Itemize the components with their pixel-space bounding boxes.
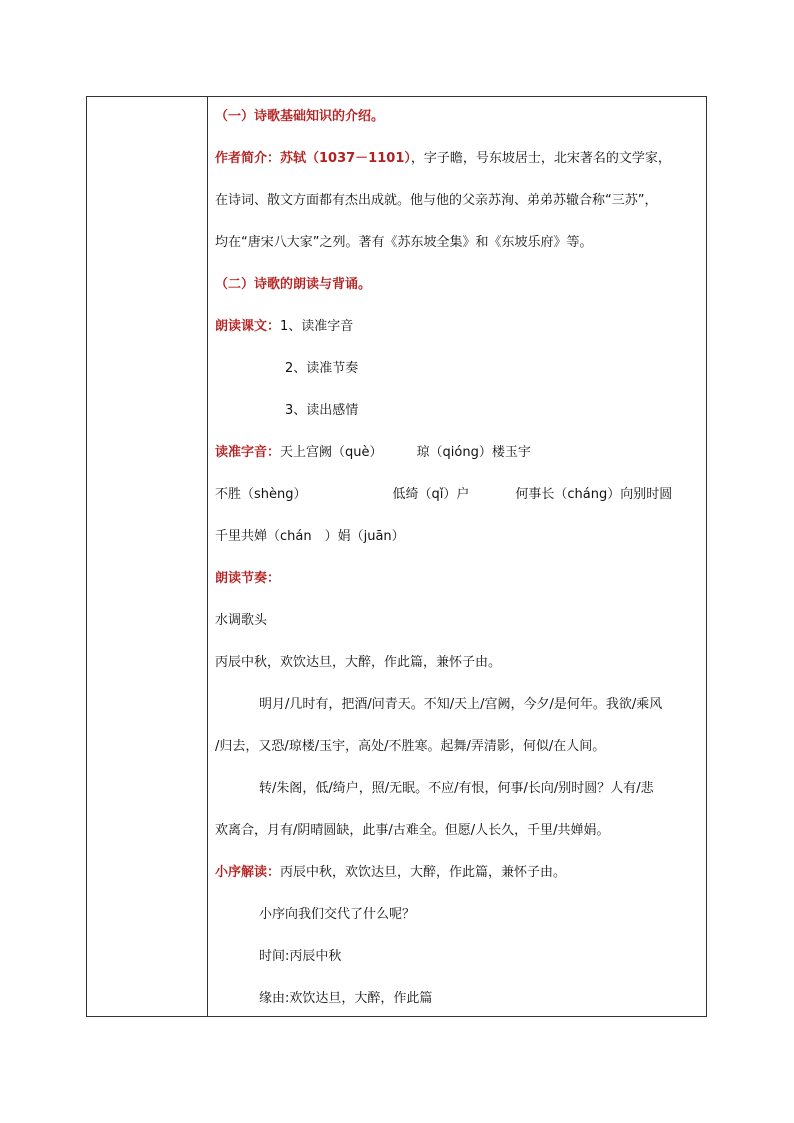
preface-reading-line (215, 864, 566, 882)
author-line-1 (215, 150, 671, 168)
preface-question: 小序向我们交代了什么呢？ (259, 907, 416, 922)
preface-time: 时间:丙辰中秋 (259, 949, 342, 964)
author-label: 作者简介：苏轼（1037－1101） (215, 151, 411, 166)
pronunciation-item-3: 不胜（shèng） (215, 487, 307, 502)
preface-reading-text: 丙辰中秋，欢饮达旦，大醉，作此篇，兼怀子由。 (280, 865, 567, 880)
pronunciation-item-2: 琼（qióng）楼玉宇 (416, 445, 531, 460)
author-line1-text: ，字子瞻，号东坡居士，北宋著名的文学家， (410, 151, 671, 166)
pronunciation-line-1 (215, 444, 531, 462)
reading-step-1: 1、读准字音 (280, 319, 354, 334)
pronunciation-label: 读准字音： (215, 445, 281, 460)
lesson-table (86, 96, 707, 1017)
pronunciation-item-6: 千里共婵（chán ）娟（juān） (215, 529, 405, 544)
poem-verse-4: 欢离合，月有/阴晴圆缺，此事/古难全。但愿/人长久，千里/共婵娟。 (215, 823, 610, 838)
pronunciation-item-5: 何事长（cháng）向别时圆 (515, 487, 673, 502)
poem-preface: 丙辰中秋，欢饮达旦，大醉，作此篇，兼怀子由。 (215, 655, 502, 670)
section1-heading: （一）诗歌基础知识的介绍。 (215, 109, 385, 124)
pronunciation-item-4: 低绮（qǐ）户 (392, 487, 470, 502)
preface-reason: 缘由:欢饮达旦，大醉，作此篇 (259, 991, 433, 1006)
pronunciation-line-2 (215, 486, 672, 504)
reading-step-3: 3、读出感情 (285, 403, 359, 418)
reading-line-1 (215, 318, 353, 336)
reading-label: 朗读课文： (215, 319, 281, 334)
poem-verse-2: /归去，又恐/琼楼/玉宇，高处/不胜寒。起舞/弄清影，何似/在人间。 (215, 739, 606, 754)
poem-verse-3: 转/朱阁，低/绮户，照/无眠。不应/有恨，何事/长向/别时圆？人有/悲 (259, 781, 654, 796)
table-left-column (87, 97, 208, 1016)
poem-title: 水调歌头 (215, 613, 268, 628)
pronunciation-item-1: 天上宫阙（què） (280, 445, 383, 460)
section2-heading: （二）诗歌的朗读与背诵。 (215, 277, 372, 292)
poem-verse-1: 明月/几时有，把酒/问青天。不知/天上/宫阙，今夕/是何年。我欲/乘风 (259, 697, 663, 712)
author-line-3: 均在“唐宋八大家”之列。著有《苏东坡全集》和《东坡乐府》等。 (215, 235, 593, 250)
author-line-2: 在诗词、散文方面都有杰出成就。他与他的父亲苏洵、弟弟苏辙合称“三苏”， (215, 193, 658, 208)
reading-step-2: 2、读准节奏 (285, 361, 359, 376)
preface-reading-label: 小序解读： (215, 865, 281, 880)
rhythm-label: 朗读节奏： (215, 571, 281, 586)
